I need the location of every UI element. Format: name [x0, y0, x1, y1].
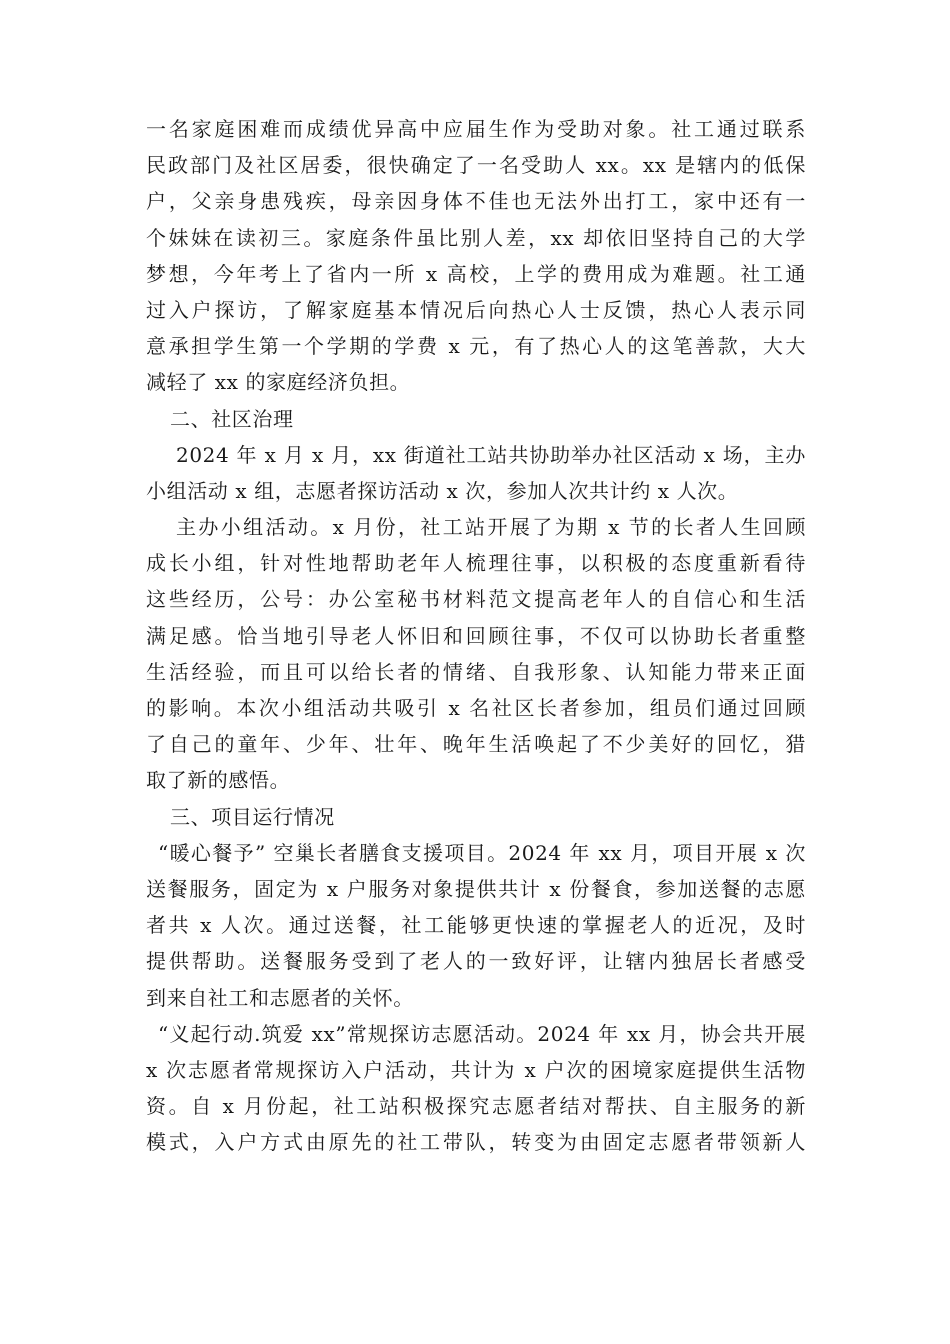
paragraph-line: 意承担学生第一个学期的学费 x 元，有了热心人的这笔善款，大大	[146, 334, 806, 359]
paragraph-line: 取了新的感悟。	[146, 768, 291, 793]
paragraph-line: 提供帮助。送餐服务受到了老人的一致好评，让辖内独居长者感受	[146, 949, 806, 974]
body-text	[146, 111, 806, 1160]
paragraph-line: “暖心餐予” 空巢长者膳食支援项目。2024 年 xx 月，项目开展 x 次	[158, 840, 806, 865]
paragraph-line: 梦想，今年考上了省内一所 x 高校，上学的费用成为难题。社工通	[146, 261, 806, 286]
paragraph-line: “义起行动.筑爱 xx”常规探访志愿活动。2024 年 xx 月，协会共开展	[158, 1021, 806, 1046]
paragraph-line: 成长小组，针对性地帮助老年人梳理往事，以积极的态度重新看待	[146, 551, 806, 576]
paragraph-line: 生活经验，而且可以给长者的情绪、自我形象、认知能力带来正面	[146, 659, 806, 684]
section-heading: 二、社区治理	[170, 406, 294, 431]
paragraph-line: 满足感。恰当地引导老人怀旧和回顾往事，不仅可以协助长者重整	[146, 623, 806, 648]
section-heading: 三、项目运行情况	[170, 804, 335, 829]
paragraph-line: 2024 年 x 月 x 月，xx 街道社工站共协助举办社区活动 x 场，主办	[176, 442, 806, 467]
paragraph-line: 这些经历，公号：办公室秘书材料范文提高老年人的自信心和生活	[146, 587, 806, 612]
paragraph-line: 模式，入户方式由原先的社工带队，转变为由固定志愿者带领新人	[146, 1130, 806, 1155]
paragraph-line: 的影响。本次小组活动共吸引 x 名社区长者参加，组员们通过回顾	[146, 696, 806, 720]
paragraph-line: 了自己的童年、少年、壮年、晚年生活唤起了不少美好的回忆，猎	[146, 732, 806, 757]
paragraph-line: 小组活动 x 组，志愿者探访活动 x 次，参加人次共计约 x 人次。	[146, 478, 739, 503]
paragraph-line: 户，父亲身患残疾，母亲因身体不佳也无法外出打工，家中还有一	[146, 189, 806, 214]
paragraph-line: 主办小组活动。x 月份，社工站开展了为期 x 节的长者人生回顾	[176, 515, 806, 540]
paragraph-line: 者共 x 人次。通过送餐，社工能够更快速的掌握老人的近况，及时	[146, 913, 806, 938]
paragraph-line: 送餐服务，固定为 x 户服务对象提供共计 x 份餐食，参加送餐的志愿	[146, 876, 806, 901]
paragraph-line: 个妹妹在读初三。家庭条件虽比别人差，xx 却依旧坚持自己的大学	[146, 225, 806, 250]
paragraph-line: 一名家庭困难而成绩优异高中应届生作为受助对象。社工通过联系	[146, 117, 806, 141]
paragraph-line: 减轻了 xx 的家庭经济负担。	[146, 370, 411, 395]
paragraph-line: 过入户探访，了解家庭基本情况后向热心人士反馈，热心人表示同	[146, 297, 806, 322]
paragraph-line: 资。自 x 月份起，社工站积极探究志愿者结对帮扶、自主服务的新	[146, 1094, 806, 1119]
paragraph-line: x 次志愿者常规探访入户活动，共计为 x 户次的困境家庭提供生活物	[146, 1057, 806, 1082]
paragraph-line: 到来自社工和志愿者的关怀。	[146, 985, 414, 1010]
paragraph-line: 民政部门及社区居委，很快确定了一名受助人 xx。xx 是辖内的低保	[146, 153, 806, 178]
